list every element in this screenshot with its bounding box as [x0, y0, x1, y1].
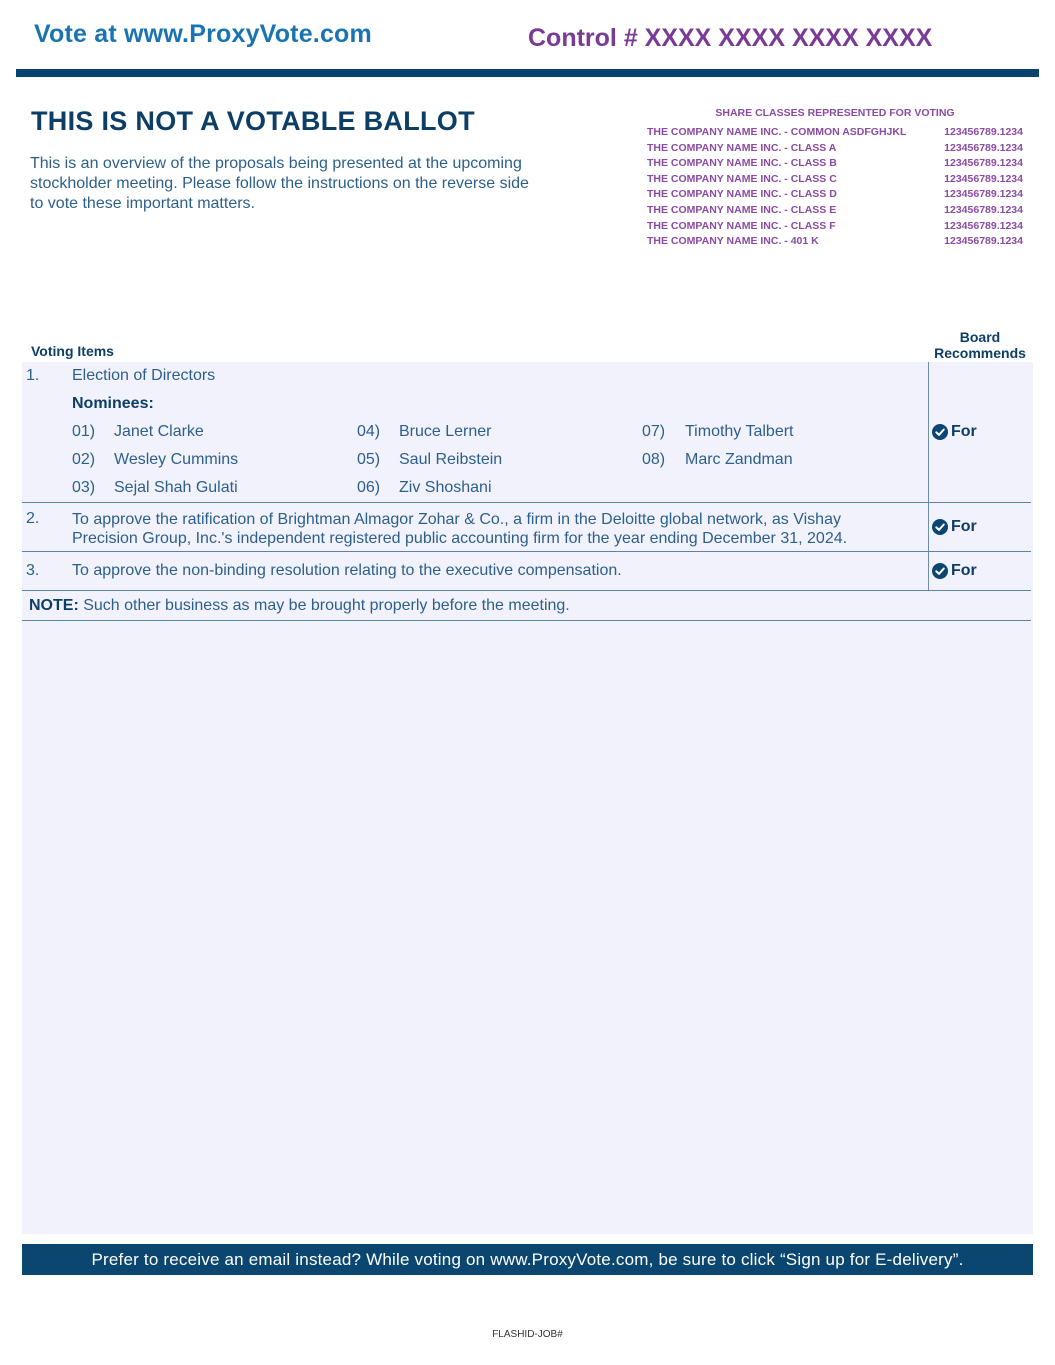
share-class-row — [647, 234, 1023, 250]
share-class-name: THE COMPANY NAME INC. - CLASS E — [647, 203, 837, 216]
nominee-name: Janet Clarke — [114, 423, 204, 440]
share-class-row — [647, 141, 1023, 157]
nominee-name: Wesley Cummins — [114, 451, 239, 468]
page-title: THIS IS NOT A VOTABLE BALLOT — [31, 106, 475, 136]
recommendation-label: For — [951, 423, 977, 440]
share-class-name: THE COMPANY NAME INC. - 401 K — [647, 235, 819, 248]
item-number: 3. — [26, 562, 40, 579]
item-text: To approve the non-binding resolution relating to the executive compensation. — [72, 562, 622, 579]
share-class-value: 123456789.1234 — [944, 203, 1023, 216]
board-recommendation — [932, 423, 977, 441]
share-class-name: THE COMPANY NAME INC. - CLASS B — [647, 157, 837, 170]
item-text-line: To approve the ratification of Brightman Almagor Zohar & Co., a firm in the Deloitte global network, as Vishay — [72, 511, 841, 528]
share-class-name: THE COMPANY NAME INC. - CLASS C — [647, 172, 837, 185]
item-text: Election of Directors — [72, 367, 216, 384]
board-recommendation — [932, 518, 977, 536]
nominee-name: Marc Zandman — [685, 451, 793, 468]
nominee-number: 07) — [642, 423, 666, 440]
board-label-line: Board — [959, 329, 1001, 345]
footer-job-id: FLASHID-JOB# — [492, 1329, 563, 1340]
nominee-number: 06) — [357, 479, 381, 496]
note — [29, 597, 570, 615]
checkmark-circle-icon — [932, 424, 948, 440]
share-class-value: 123456789.1234 — [944, 235, 1023, 248]
share-class-value: 123456789.1234 — [944, 219, 1023, 232]
nominee-number: 04) — [357, 423, 381, 440]
nominee-name: Timothy Talbert — [685, 423, 794, 440]
overview-text: This is an overview of the proposals being presented at the upcoming stockholder meeting. Please follow the instructions on the reverse side to vote these important matters. — [30, 155, 529, 212]
row-divider — [22, 590, 1031, 591]
edelivery-banner: Prefer to receive an email instead? While voting on www.ProxyVote.com, be sure to click “Sign up for E-delivery”. — [22, 1244, 1033, 1275]
nominee-name: Sejal Shah Gulati — [114, 479, 238, 496]
row-divider — [22, 502, 1031, 503]
share-class-value: 123456789.1234 — [944, 157, 1023, 170]
share-class-value: 123456789.1234 — [944, 172, 1023, 185]
nominees-label: Nominees: — [72, 395, 154, 412]
row-divider — [22, 620, 1031, 621]
vote-url-link[interactable]: Vote at www.ProxyVote.com — [34, 20, 372, 48]
note-label: NOTE: — [29, 597, 79, 614]
share-class-value: 123456789.1234 — [944, 188, 1023, 201]
item-number: 2. — [26, 510, 40, 527]
share-class-name: THE COMPANY NAME INC. - CLASS F — [647, 219, 836, 232]
nominee-number: 08) — [642, 451, 666, 468]
nominee-number: 05) — [357, 451, 381, 468]
item-text — [72, 510, 847, 548]
share-class-row — [647, 172, 1023, 188]
share-class-value: 123456789.1234 — [944, 141, 1023, 154]
share-class-name: THE COMPANY NAME INC. - CLASS D — [647, 188, 837, 201]
nominee-name: Saul Reibstein — [399, 451, 503, 468]
item-number: 1. — [26, 367, 40, 384]
board-recommends-label — [930, 329, 1030, 361]
item-text-line: Precision Group, Inc.'s independent registered public accounting firm for the year ending December 31, 2024. — [72, 530, 848, 547]
share-class-row — [647, 156, 1023, 172]
share-classes-list — [647, 125, 1023, 250]
nominee-name: Ziv Shoshani — [399, 479, 492, 496]
share-class-row — [647, 203, 1023, 219]
header-divider — [16, 69, 1039, 77]
row-divider — [22, 551, 1031, 552]
board-recommendation — [932, 562, 977, 580]
share-class-row — [647, 219, 1023, 235]
nominee-number: 03) — [72, 479, 96, 496]
share-class-name: THE COMPANY NAME INC. - COMMON ASDFGHJKL — [647, 126, 907, 138]
nominee-number: 01) — [72, 423, 96, 440]
share-class-row — [647, 187, 1023, 203]
share-class-row — [647, 125, 1023, 141]
column-divider — [928, 362, 929, 590]
share-classes-heading: SHARE CLASSES REPRESENTED FOR VOTING — [715, 107, 955, 119]
share-class-value: 123456789.1234 — [944, 126, 1023, 138]
board-label-line: Recommends — [934, 345, 1026, 361]
recommendation-label: For — [951, 562, 977, 579]
share-class-name: THE COMPANY NAME INC. - CLASS A — [647, 141, 837, 154]
checkmark-circle-icon — [932, 519, 948, 535]
voting-items-label: Voting Items — [31, 343, 114, 359]
checkmark-circle-icon — [932, 563, 948, 579]
nominee-name: Bruce Lerner — [399, 423, 492, 440]
recommendation-label: For — [951, 518, 977, 535]
note-text: Such other business as may be brought properly before the meeting. — [78, 597, 570, 614]
nominee-number: 02) — [72, 451, 96, 468]
control-number: Control # XXXX XXXX XXXX XXXX — [528, 24, 933, 52]
